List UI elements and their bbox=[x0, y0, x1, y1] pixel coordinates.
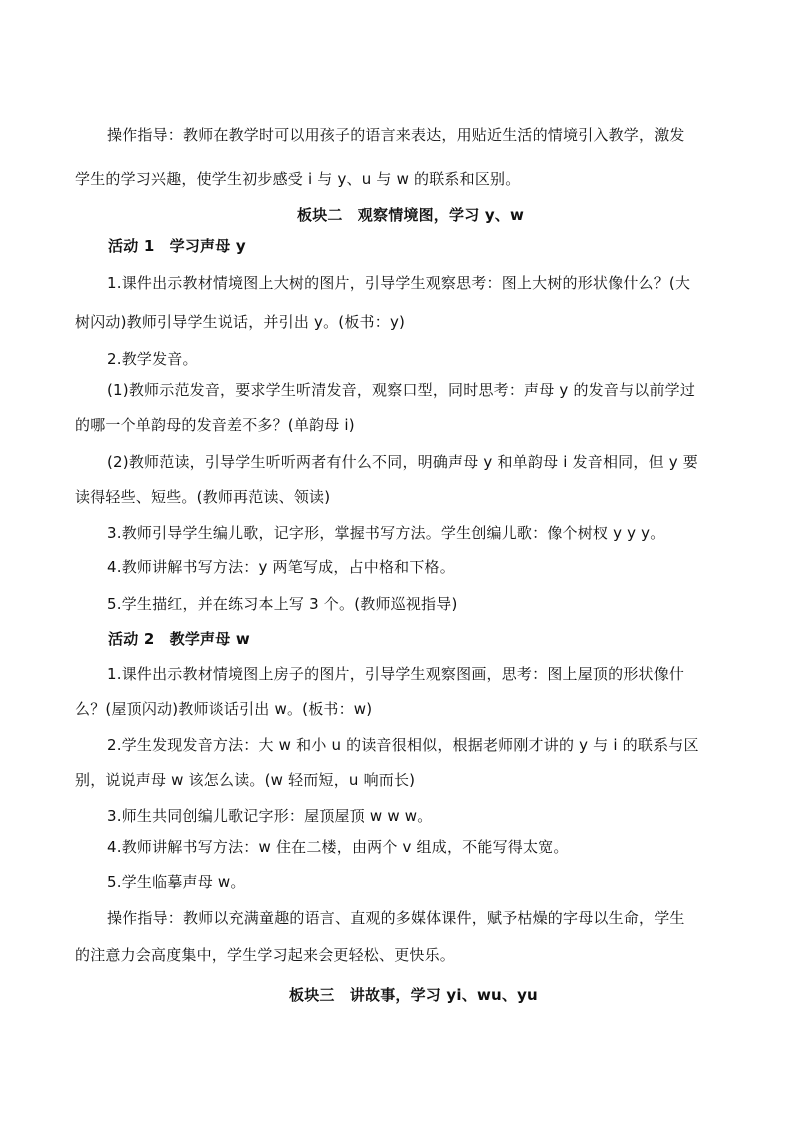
guidance-paragraph-line: 操作指导：教师在教学时可以用孩子的语言来表达，用贴近生活的情境引入教学，激发 bbox=[107, 126, 685, 144]
section-heading: 板块三 讲故事，学习 yi、wu、yu bbox=[289, 986, 538, 1004]
guidance-paragraph-line: 学生的学习兴趣，使学生初步感受 i 与 y、u 与 w 的联系和区别。 bbox=[75, 170, 521, 188]
instruction-line: 5.学生临摹声母 w。 bbox=[107, 873, 246, 891]
instruction-line: 3.师生共同创编儿歌记字形：屋顶屋顶 w w w。 bbox=[107, 807, 433, 825]
instruction-line: 树闪动)教师引导学生说话，并引出 y。(板书：y) bbox=[75, 313, 406, 331]
instruction-line: 么？(屋顶闪动)教师谈话引出 w。(板书：w) bbox=[75, 700, 373, 718]
instruction-line: (2)教师范读，引导学生听听两者有什么不同，明确声母 y 和单韵母 i 发音相同，但 y 要 bbox=[107, 453, 698, 471]
instruction-line: 3.教师引导学生编儿歌，记字形，掌握书写方法。学生创编儿歌：像个树杈 y y y。 bbox=[107, 524, 666, 542]
guidance-paragraph-line: 的注意力会高度集中，学生学习起来会更轻松、更快乐。 bbox=[75, 946, 456, 964]
instruction-line: 1.课件出示教材情境图上大树的图片，引导学生观察思考：图上大树的形状像什么？(大 bbox=[107, 274, 691, 292]
instruction-line: (1)教师示范发音，要求学生听清发音，观察口型，同时思考：声母 y 的发音与以前学过 bbox=[107, 381, 696, 399]
instruction-line: 5.学生描红，并在练习本上写 3 个。(教师巡视指导) bbox=[107, 595, 458, 613]
instruction-line: 1.课件出示教材情境图上房子的图片，引导学生观察图画，思考：图上屋顶的形状像什 bbox=[107, 665, 685, 683]
activity-title: 活动 2 教学声母 w bbox=[108, 630, 250, 648]
guidance-paragraph-line: 操作指导：教师以充满童趣的语言、直观的多媒体课件，赋予枯燥的字母以生命，学生 bbox=[107, 909, 685, 927]
instruction-line: 别，说说声母 w 该怎么读。(w 轻而短，u 响而长) bbox=[75, 771, 416, 789]
instruction-line: 4.教师讲解书写方法：w 住在二楼，由两个 v 组成，不能写得太宽。 bbox=[107, 838, 569, 856]
instruction-line: 读得轻些、短些。(教师再范读、领读) bbox=[75, 488, 331, 506]
section-heading: 板块二 观察情境图，学习 y、w bbox=[297, 206, 525, 224]
instruction-line: 2.教学发音。 bbox=[107, 350, 198, 368]
instruction-line: 的哪一个单韵母的发音差不多？(单韵母 i) bbox=[75, 416, 355, 434]
instruction-line: 4.教师讲解书写方法：y 两笔写成，占中格和下格。 bbox=[107, 558, 455, 576]
instruction-line: 2.学生发现发音方法：大 w 和小 u 的读音很相似，根据老师刚才讲的 y 与 i 的联系与区 bbox=[107, 736, 699, 754]
activity-title: 活动 1 学习声母 y bbox=[108, 237, 246, 255]
